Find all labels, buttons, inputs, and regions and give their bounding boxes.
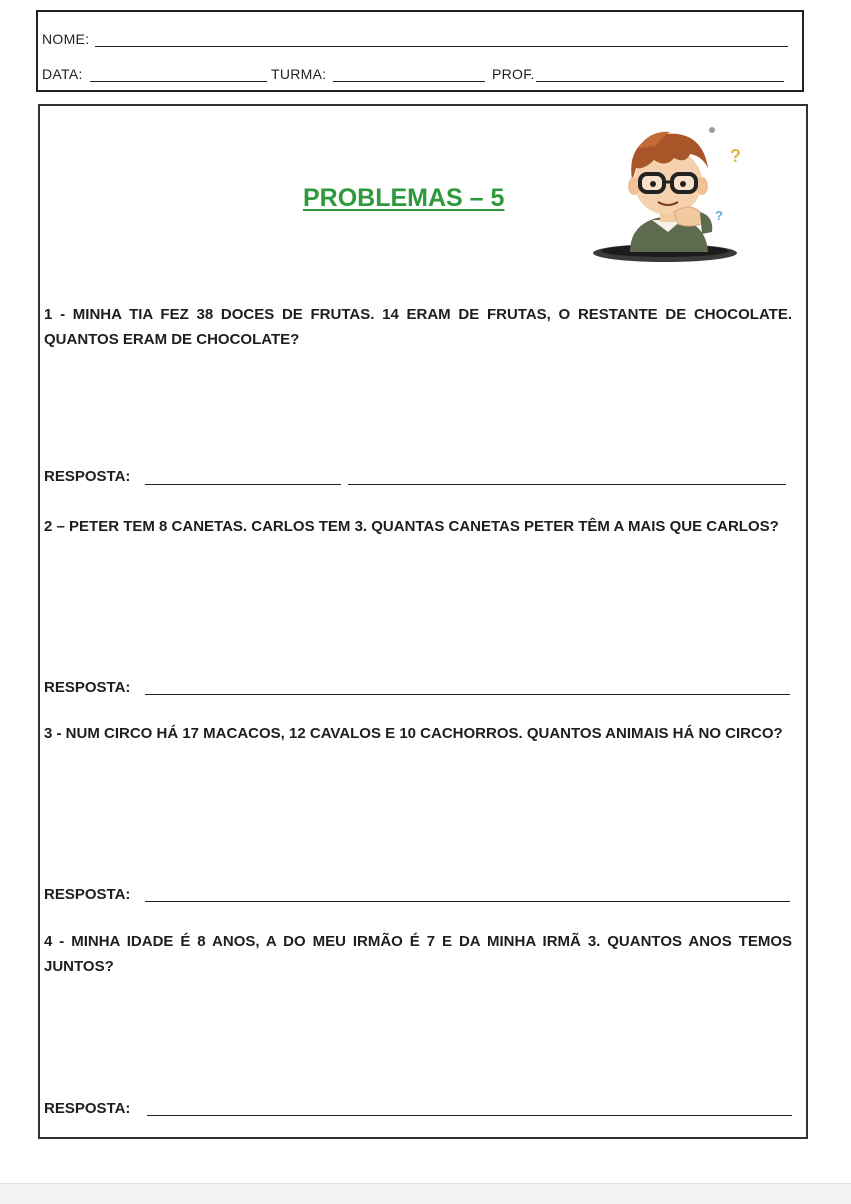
svg-text:?: ? <box>715 208 723 223</box>
scan-bottom-edge <box>0 1183 851 1204</box>
problem-4-text: 4 - MINHA IDADE É 8 ANOS, A DO MEU IRMÃO É 7 E DA MINHA IRMÃ 3. QUANTOS ANOS TEMOS JUNTOS? <box>44 933 792 975</box>
problem-3-text: 3 - NUM CIRCO HÁ 17 MACACOS, 12 CAVALOS E 10 CACHORROS. QUANTOS ANIMAIS HÁ NO CIRCO? <box>44 725 783 742</box>
answer-1-line-a[interactable] <box>145 484 341 485</box>
answer-2-line[interactable] <box>145 694 790 695</box>
answer-1-label: RESPOSTA: <box>44 468 131 485</box>
worksheet-title: PROBLEMAS – 5 <box>303 184 505 212</box>
thinking-boy-illustration <box>590 120 750 265</box>
class-label: TURMA: <box>271 66 327 82</box>
answer-3-label: RESPOSTA: <box>44 886 131 903</box>
answer-4-label: RESPOSTA: <box>44 1100 131 1117</box>
class-field[interactable] <box>333 81 485 82</box>
student-info-box <box>36 10 804 92</box>
answer-3-line[interactable] <box>145 901 790 902</box>
teacher-label: PROF. <box>492 66 535 82</box>
name-label: NOME: <box>42 31 90 47</box>
problem-1-text: 1 - MINHA TIA FEZ 38 DOCES DE FRUTAS. 14 ERAM DE FRUTAS, O RESTANTE DE CHOCOLATE. QUANTOS ERAM DE CHOCOLATE? <box>44 306 792 348</box>
teacher-field[interactable] <box>536 81 784 82</box>
svg-text:?: ? <box>730 146 741 166</box>
answer-4-line[interactable] <box>147 1115 792 1116</box>
date-label: DATA: <box>42 66 83 82</box>
problem-2-text: 2 – PETER TEM 8 CANETAS. CARLOS TEM 3. QUANTAS CANETAS PETER TÊM A MAIS QUE CARLOS? <box>44 518 779 535</box>
name-field[interactable] <box>95 46 788 47</box>
date-field[interactable] <box>90 81 267 82</box>
answer-2-label: RESPOSTA: <box>44 679 131 696</box>
answer-1-line-b[interactable] <box>348 484 786 485</box>
